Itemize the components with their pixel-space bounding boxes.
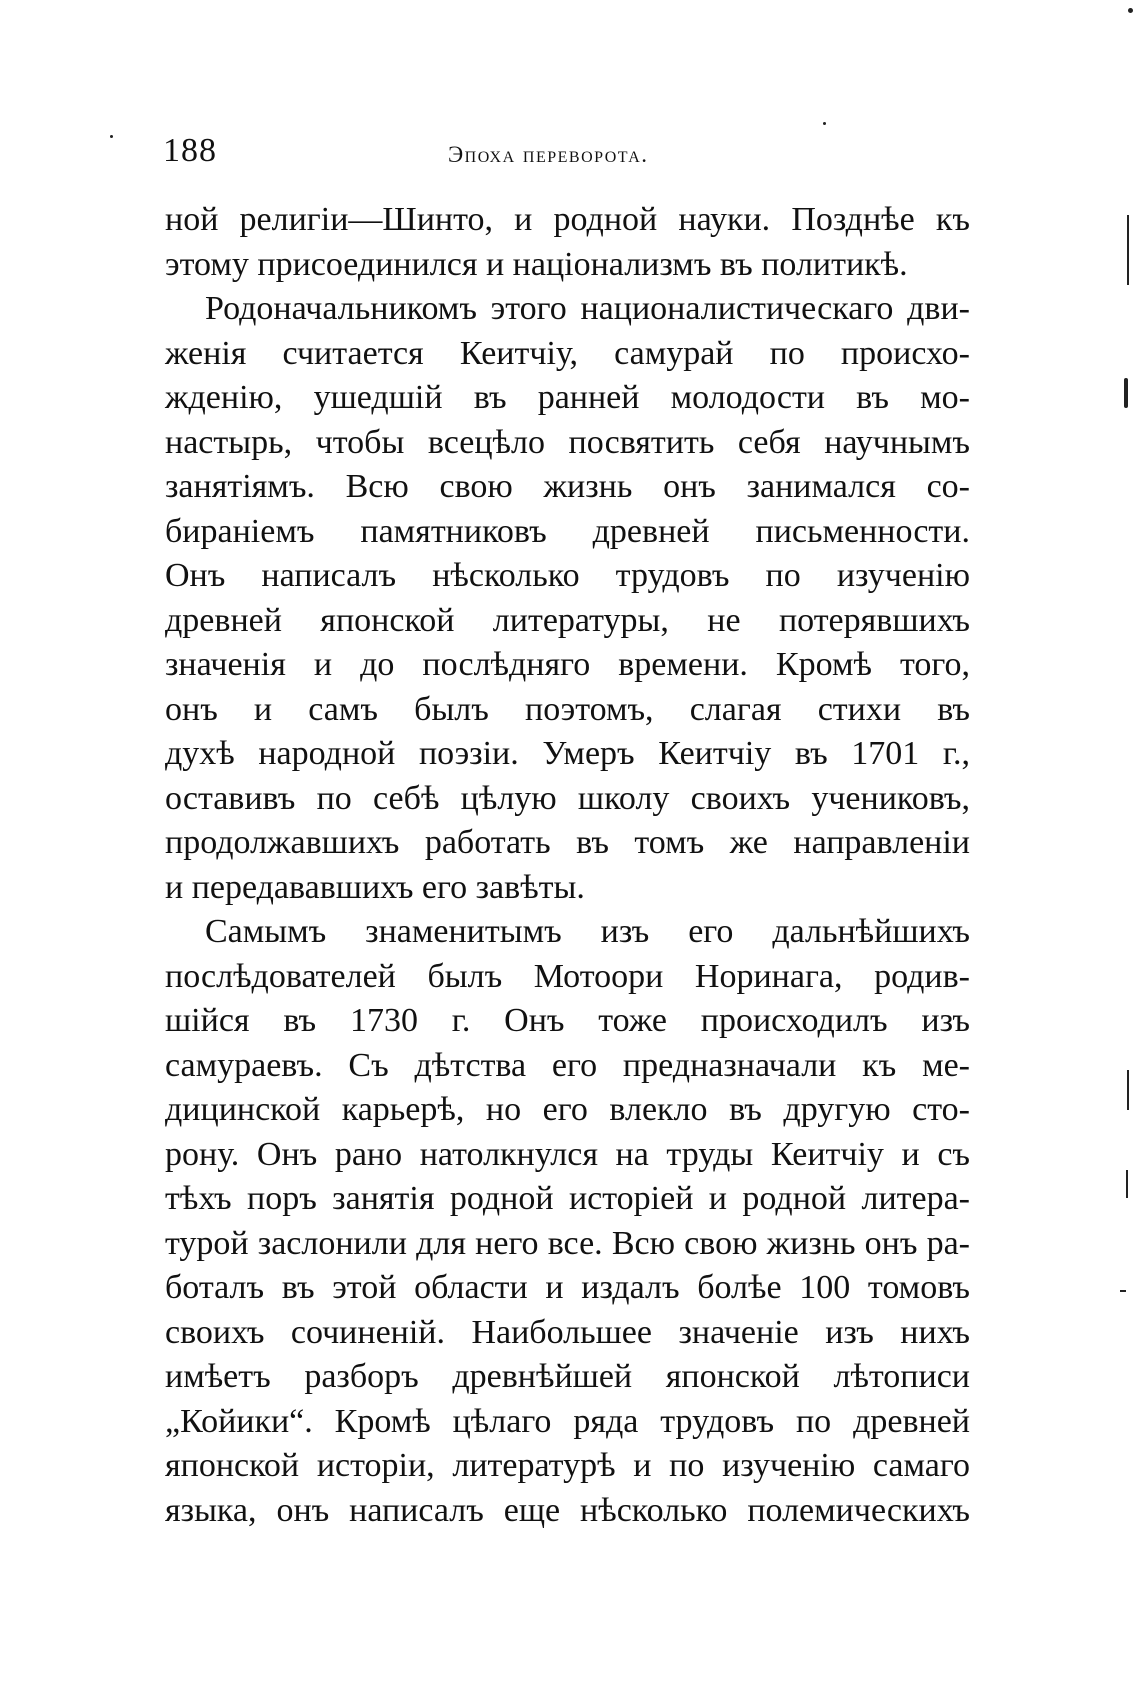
text-line: тѣхъ поръ занятія родной исторіей и родной литера- — [165, 1180, 970, 1217]
scan-mark — [1126, 1170, 1128, 1198]
text-line: занятіямъ. Всю свою жизнь онъ занимался со- — [165, 468, 970, 505]
scan-mark — [1127, 1070, 1129, 1110]
text-line: жденію, ушедшій въ ранней молодости въ мо- — [165, 379, 970, 416]
text-line: продолжавшихъ работать въ томъ же направленіи — [165, 824, 970, 861]
scan-mark — [1127, 215, 1129, 285]
text-line: самураевъ. Съ дѣтства его предназначали къ ме- — [165, 1046, 970, 1084]
text-line: „Койики“. Кромѣ цѣлаго ряда трудовъ по древней — [165, 1402, 970, 1440]
page-header — [163, 132, 963, 182]
text-line: боталъ въ этой области и издалъ болѣе 100 томовъ — [165, 1269, 970, 1306]
text-line: значенія и до послѣдняго времени. Кромѣ того, — [165, 646, 970, 683]
paragraph-last-line: и передававшихъ его завѣты. — [165, 868, 585, 906]
text-line: своихъ сочиненій. Наибольшее значеніе изъ нихъ — [165, 1313, 970, 1351]
text-line: Онъ написалъ нѣсколько трудовъ по изученію — [165, 557, 970, 594]
scan-speck — [823, 122, 826, 125]
text-line: ной религіи—Шинто, и родной науки. Позднѣе къ — [165, 201, 970, 238]
running-title: Эпоха переворота. — [448, 142, 649, 167]
text-line: женія считается Кеитчіу, самурай по происхо- — [165, 334, 970, 372]
text-line: онъ и самъ былъ поэтомъ, слагая стихи въ — [165, 690, 970, 728]
scan-speck — [110, 135, 113, 138]
text-line: рону. Онъ рано натолкнулся на труды Кеитчіу и съ — [165, 1135, 970, 1173]
text-line: шійся въ 1730 г. Онъ тоже происходилъ изъ — [165, 1002, 970, 1039]
text-line: японской исторіи, литературѣ и по изученію самаго — [165, 1447, 970, 1484]
scan-speck — [1128, 8, 1133, 13]
body-text — [165, 198, 970, 1533]
scan-speck — [1120, 1290, 1126, 1292]
text-line: духѣ народной поэзіи. Умеръ Кеитчіу въ 1701 г., — [165, 735, 970, 772]
text-line: имѣетъ разборъ древнѣйшей японской лѣтописи — [165, 1358, 970, 1395]
paragraph-first-line: Самымъ знаменитымъ изъ его дальнѣйшихъ — [205, 913, 970, 950]
text-line: бираніемъ памятниковъ древней письменности. — [165, 512, 970, 550]
text-line: послѣдователей былъ Мотоори Норинага, родив- — [165, 957, 970, 995]
paragraph-first-line: Родоначальникомъ этого националистическаго дви- — [205, 290, 970, 327]
text-line: этому присоединился и націонализмъ въ политикѣ. — [165, 245, 908, 283]
page-number: 188 — [163, 132, 217, 169]
text-line: настырь, чтобы всецѣло посвятить себя научнымъ — [165, 423, 970, 461]
scan-mark — [1124, 378, 1128, 408]
text-line: древней японской литературы, не потерявшихъ — [165, 601, 970, 639]
text-line: турой заслонили для него все. Всю свою жизнь онъ ра- — [165, 1224, 970, 1262]
text-line: оставивъ по себѣ цѣлую школу своихъ учениковъ, — [165, 779, 970, 817]
text-line: дицинской карьерѣ, но его влекло въ другую сто- — [165, 1091, 970, 1128]
text-line: языка, онъ написалъ еще нѣсколько полемическихъ — [165, 1491, 970, 1529]
